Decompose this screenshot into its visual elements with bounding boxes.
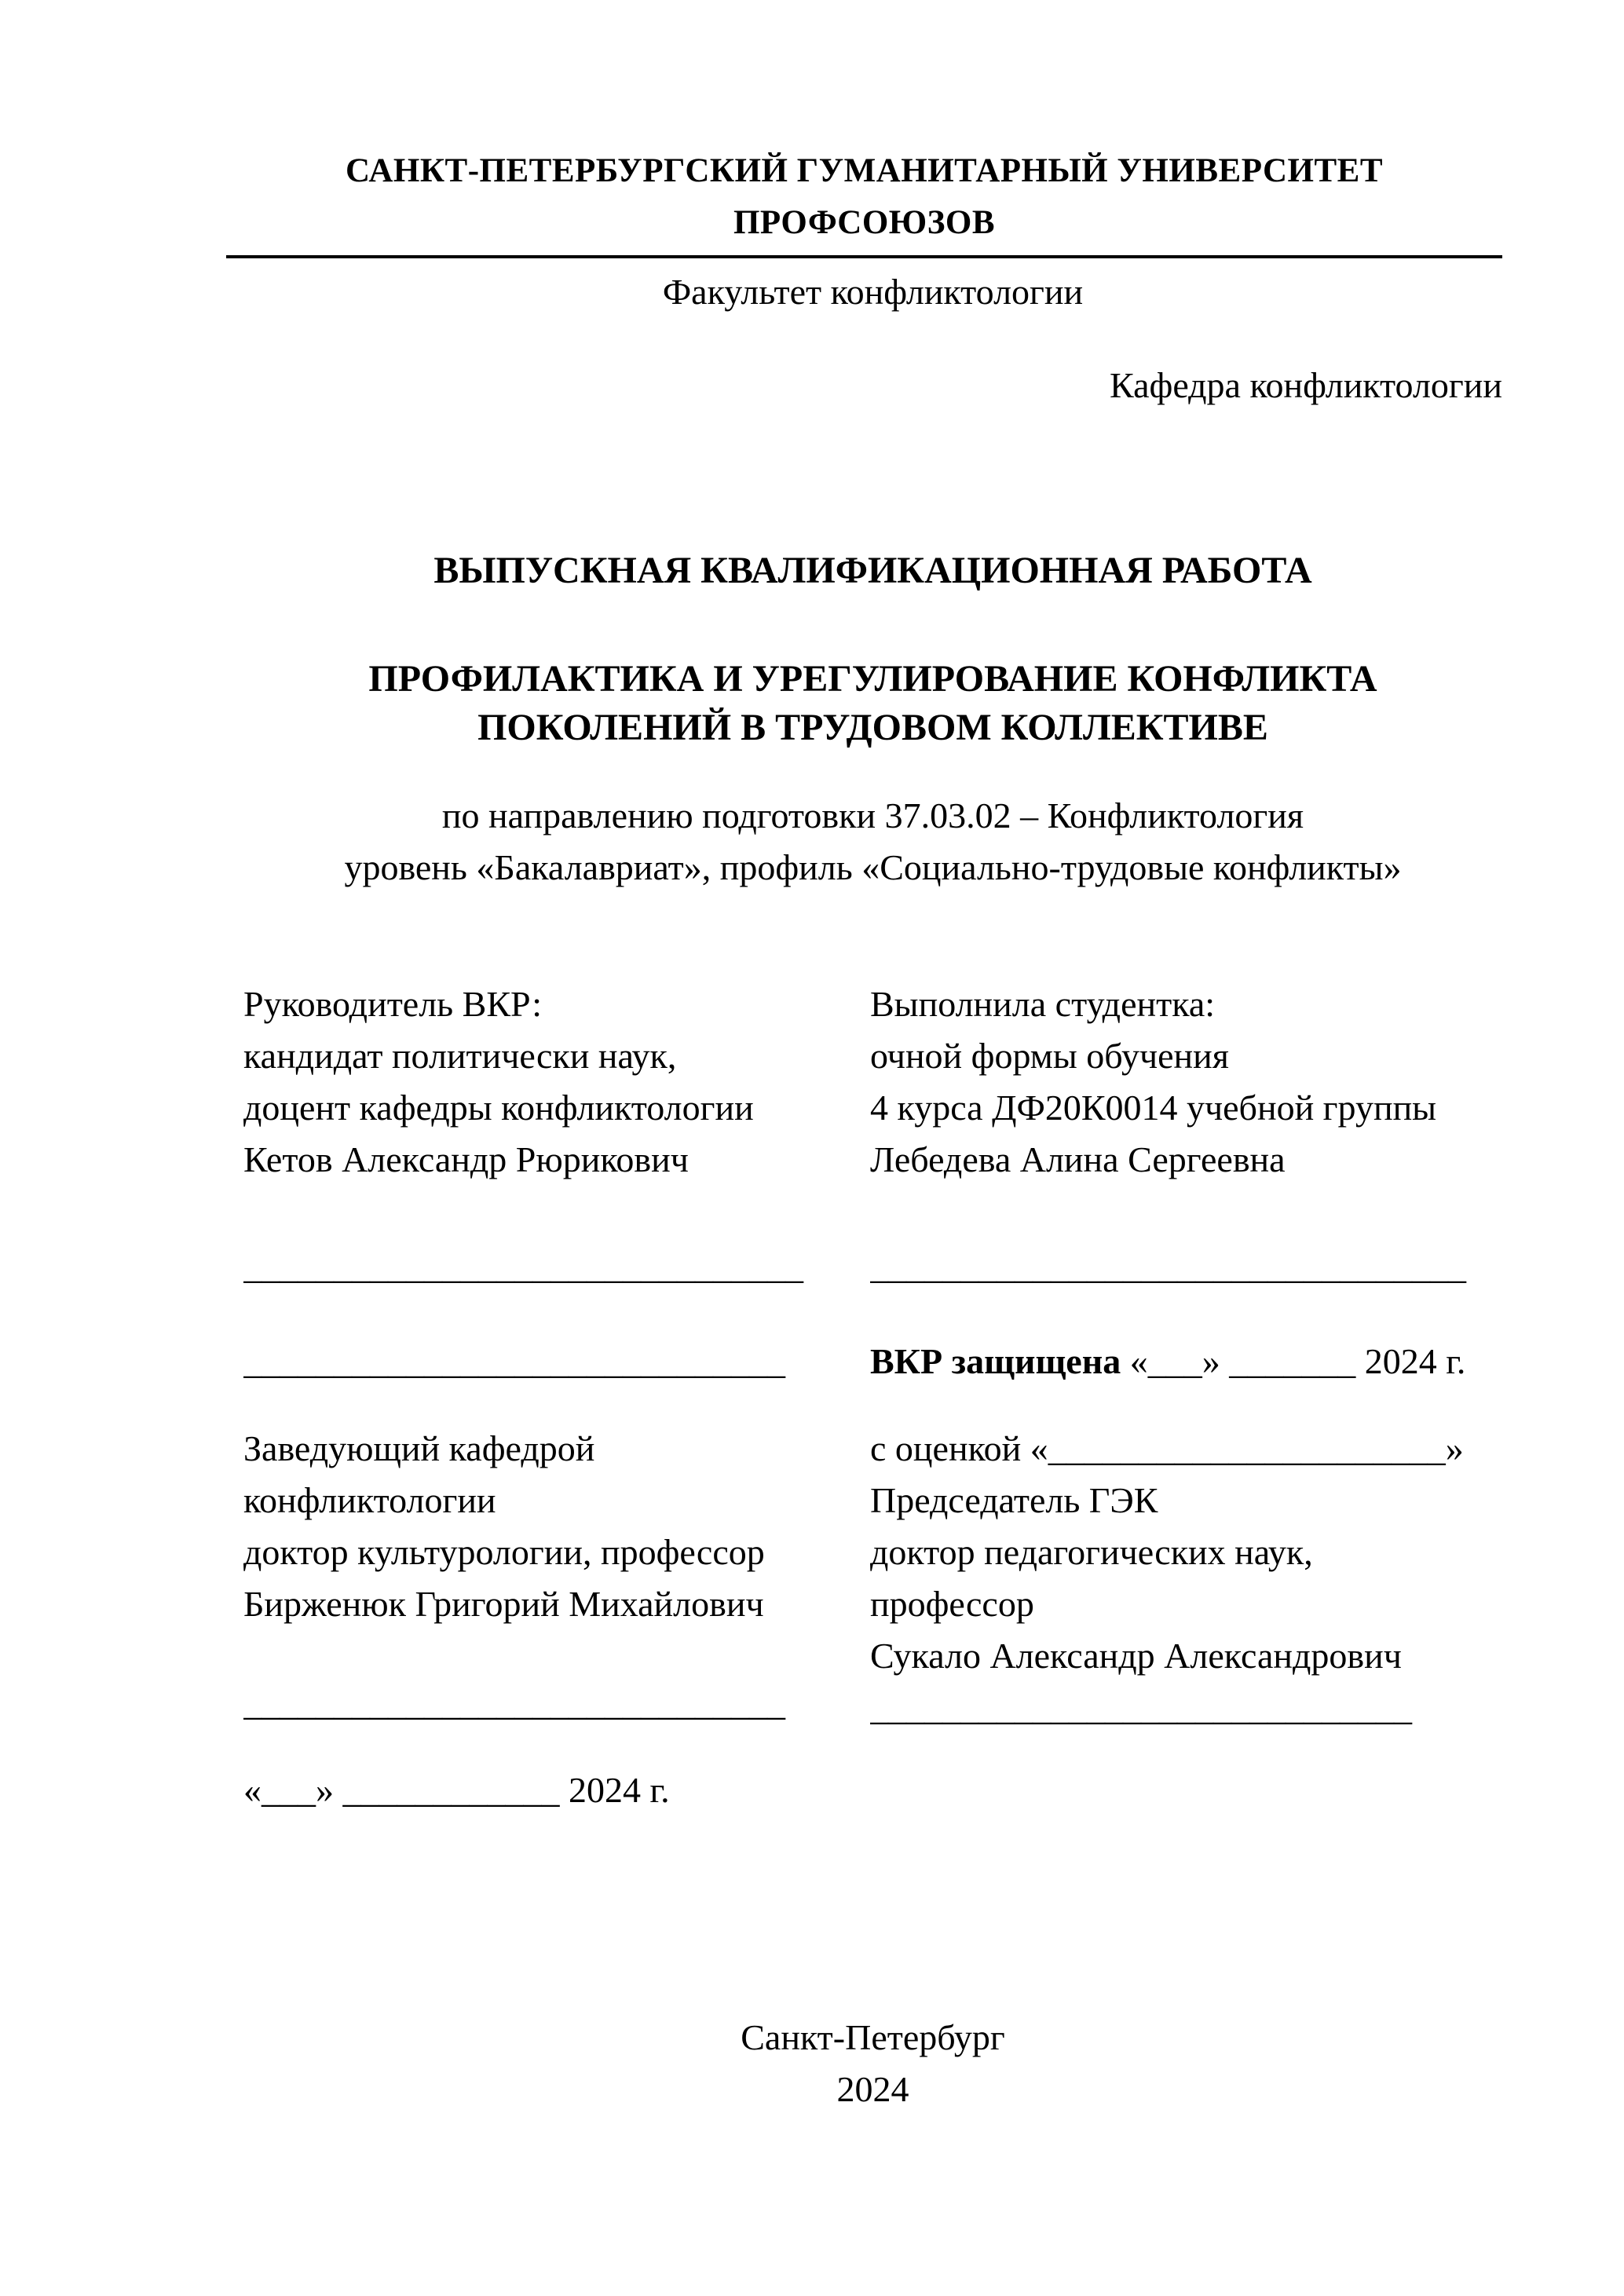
chair-name: Сукало Александр Александрович [870, 1636, 1402, 1676]
faculty-name: Факультет конфликтологии [662, 272, 1084, 312]
student-name: Лебедева Алина Сергеевна [870, 1139, 1286, 1179]
defended-date-blank: «___» _______ 2024 г. [1129, 1341, 1466, 1381]
student-column [870, 978, 1502, 1816]
student-group: 4 курса ДФ20К0014 учебной группы [870, 1088, 1437, 1128]
department-name: Кафедра конфликтологии [1110, 365, 1502, 405]
supervisor-signature-line-1: _______________________________ [243, 1246, 803, 1286]
thesis-title-line1: ПРОФИЛАКТИКА И УРЕГУЛИРОВАНИЕ КОНФЛИКТА [368, 658, 1377, 700]
program-level-profile: уровень «Бакалавриат», профиль «Социально-трудовые конфликты» [344, 847, 1402, 887]
supervisor-name: Кетов Александр Рюрикович [243, 1139, 689, 1179]
footer [243, 2012, 1502, 2115]
department-head-block [243, 1423, 870, 1630]
thesis-title-line2: ПОКОЛЕНИЙ В ТРУДОВОМ КОЛЛЕКТИВЕ [477, 707, 1268, 748]
supervisor-label: Руководитель ВКР: [243, 984, 543, 1024]
head-name: Бирженюк Григорий Михайлович [243, 1584, 764, 1624]
supervisor-degree: кандидат политически наук, [243, 1036, 677, 1076]
head-degree: доктор культурологии, профессор [243, 1532, 765, 1572]
defended-line [870, 1336, 1502, 1387]
university-name: САНКТ-ПЕТЕРБУРГСКИЙ ГУМАНИТАРНЫЙ УНИВЕРСИТЕТ ПРОФСОЮЗОВ [226, 145, 1502, 258]
supervisor-position: доцент кафедры конфликтологии [243, 1088, 754, 1128]
committee-block [870, 1423, 1502, 1682]
work-type-heading: ВЫПУСКНАЯ КВАЛИФИКАЦИОННАЯ РАБОТА [433, 550, 1312, 591]
chair-position: профессор [870, 1584, 1034, 1624]
program-direction: по направлению подготовки 37.03.02 – Конфликтология [441, 795, 1304, 835]
program-info [243, 790, 1502, 894]
chair-degree: доктор педагогических наук, [870, 1532, 1313, 1572]
head-date-line: «___» ____________ 2024 г. [243, 1770, 670, 1810]
signature-columns [243, 978, 1502, 1816]
student-signature-line: _________________________________ [870, 1246, 1466, 1286]
student-form: очной формы обучения [870, 1036, 1229, 1076]
defended-label: ВКР защищена [870, 1341, 1121, 1381]
thesis-title [243, 655, 1502, 752]
head-title-line1: Заведующий кафедрой [243, 1428, 595, 1468]
grade-line: с оценкой «______________________» [870, 1428, 1464, 1468]
head-signature-line: ______________________________ [243, 1683, 785, 1723]
supervisor-column [243, 978, 870, 1816]
footer-city: Санкт-Петербург [741, 2017, 1005, 2057]
chair-signature-line: ______________________________ [870, 1687, 1412, 1727]
head-title-line2: конфликтологии [243, 1480, 496, 1520]
supervisor-signature-line-2: ______________________________ [243, 1341, 785, 1381]
chair-label: Председатель ГЭК [870, 1480, 1158, 1520]
student-label: Выполнила студентка: [870, 984, 1216, 1024]
footer-year: 2024 [836, 2069, 909, 2109]
